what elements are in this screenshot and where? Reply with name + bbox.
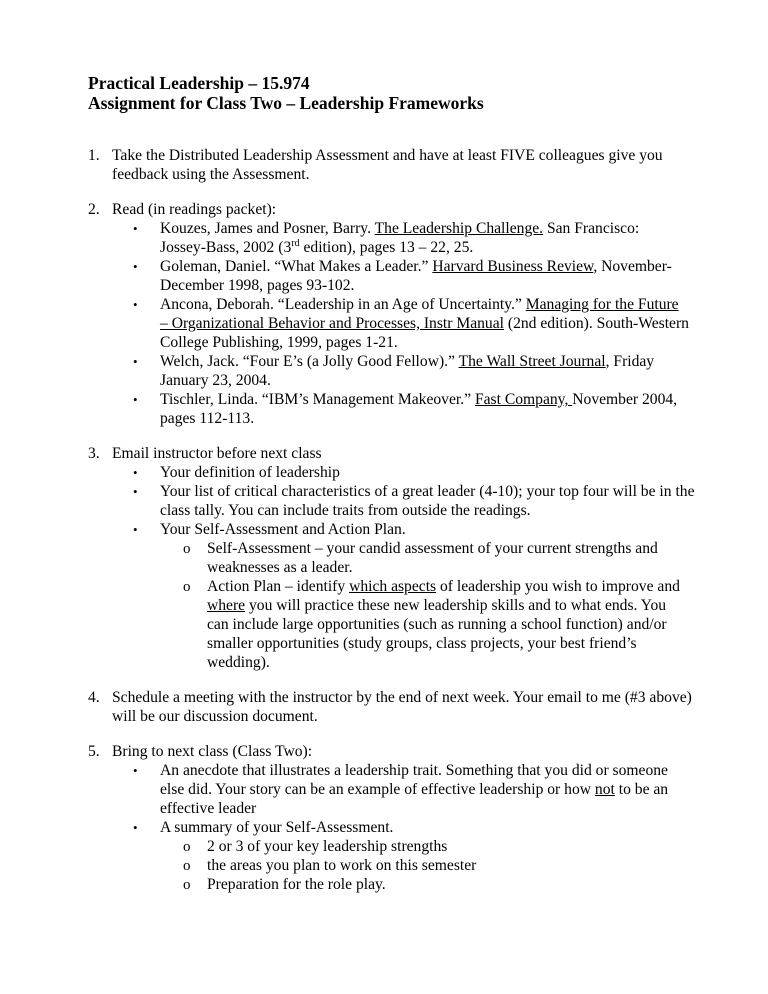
bullet-marker: • (133, 484, 138, 499)
sub-bullet-text: can include large opportunities (such as running a school function) and/or (207, 616, 667, 633)
sub-bullet-text: weaknesses as a leader. (207, 559, 353, 576)
book-title: Managing for the Future (525, 296, 679, 313)
newspaper-title: The Wall Street Journal (458, 353, 606, 370)
item-3-intro: Email instructor before next class (112, 445, 322, 462)
bullet-marker: • (133, 221, 138, 236)
reading-5-cont: pages 112-113. (160, 410, 255, 427)
reading-2-cont: December 1998, pages 93-102. (160, 277, 355, 294)
item-4-line: will be our discussion document. (112, 708, 318, 725)
item-number: 4. (88, 689, 100, 706)
sub-bullet-text: smaller opportunities (study groups, class projects, your best friend’s (207, 635, 637, 652)
sub-bullet-text: Self-Assessment – your candid assessment of your current strengths and (207, 540, 658, 557)
bullet-marker: • (133, 297, 138, 312)
bullet-marker: • (133, 522, 138, 537)
class-bullet: An anecdote that illustrates a leadership trait. Something that you did or someone (160, 762, 668, 779)
item-5-intro: Bring to next class (Class Two): (112, 743, 313, 760)
item-4-line: Schedule a meeting with the instructor by the end of next week. Your email to me (#3 above) (112, 689, 692, 706)
item-2-intro: Read (in readings packet): (112, 201, 277, 218)
email-bullet: Your Self-Assessment and Action Plan. (160, 521, 406, 538)
reading-3-cont: College Publishing, 1999, pages 1-21. (160, 334, 398, 351)
document-title: Practical Leadership – 15.974 (88, 73, 310, 93)
sub-bullet-marker: o (183, 541, 191, 557)
bullet-marker: • (133, 259, 138, 274)
bullet-marker: • (133, 354, 138, 369)
sub-bullet-text: wedding). (207, 654, 270, 671)
document-subtitle: Assignment for Class Two – Leadership Frameworks (88, 93, 484, 113)
reading-1: Kouzes, James and Posner, Barry. The Leadership Challenge. San Francisco: (160, 220, 640, 237)
book-title: The Leadership Challenge. (374, 220, 544, 237)
item-number: 5. (88, 743, 100, 760)
item-number: 1. (88, 147, 100, 164)
email-bullet: Your list of critical characteristics of a great leader (4-10); your top four will be in the (160, 483, 695, 500)
sub-bullet-text: where you will practice these new leadership skills and to what ends. You (207, 597, 667, 614)
bullet-marker: • (133, 465, 138, 480)
bullet-marker: • (133, 392, 138, 407)
sub-bullet-marker: o (183, 579, 191, 595)
reading-4-cont: January 23, 2004. (160, 372, 271, 389)
sub-bullet-text: 2 or 3 of your key leadership strengths (207, 838, 448, 855)
reading-4: Welch, Jack. “Four E’s (a Jolly Good Fellow).” The Wall Street Journal, Friday (160, 353, 655, 370)
item-number: 2. (88, 201, 100, 218)
reading-3: Ancona, Deborah. “Leadership in an Age of Uncertainty.” Managing for the Future (160, 296, 679, 313)
sub-bullet-text: Preparation for the role play. (207, 876, 386, 893)
email-bullet-cont: class tally. You can include traits from outside the readings. (160, 502, 531, 519)
reading-5: Tischler, Linda. “IBM’s Management Makeover.” Fast Company, November 2004, (160, 391, 678, 408)
sub-bullet-marker: o (183, 858, 191, 874)
journal-title: Harvard Business Review (432, 258, 594, 275)
magazine-title: Fast Company, (474, 391, 573, 408)
sub-bullet-text: Action Plan – identify which aspects of leadership you wish to improve and (207, 578, 680, 595)
sub-bullet-marker: o (183, 877, 191, 893)
item-number: 3. (88, 445, 100, 462)
bullet-marker: • (133, 763, 138, 778)
item-1-line: Take the Distributed Leadership Assessment and have at least FIVE colleagues give you (112, 147, 663, 164)
item-1-line: feedback using the Assessment. (112, 166, 310, 183)
bullet-marker: • (133, 820, 138, 835)
reading-2: Goleman, Daniel. “What Makes a Leader.” Harvard Business Review, November- (160, 258, 672, 275)
reading-1-cont: Jossey-Bass, 2002 (3rd edition), pages 13 – 22, 25. (160, 237, 474, 256)
reading-3-cont: – Organizational Behavior and Processes, Instr Manual (2nd edition). South-Western (160, 315, 689, 332)
book-title: – Organizational Behavior and Processes, Instr Manual (160, 315, 504, 332)
sub-bullet-text: the areas you plan to work on this semester (207, 857, 477, 874)
sub-bullet-marker: o (183, 839, 191, 855)
class-bullet-cont: else did. Your story can be an example of effective leadership or how not to be an (160, 781, 669, 798)
class-bullet-cont: effective leader (160, 800, 257, 817)
class-bullet: A summary of your Self-Assessment. (160, 819, 394, 836)
email-bullet: Your definition of leadership (160, 464, 340, 481)
